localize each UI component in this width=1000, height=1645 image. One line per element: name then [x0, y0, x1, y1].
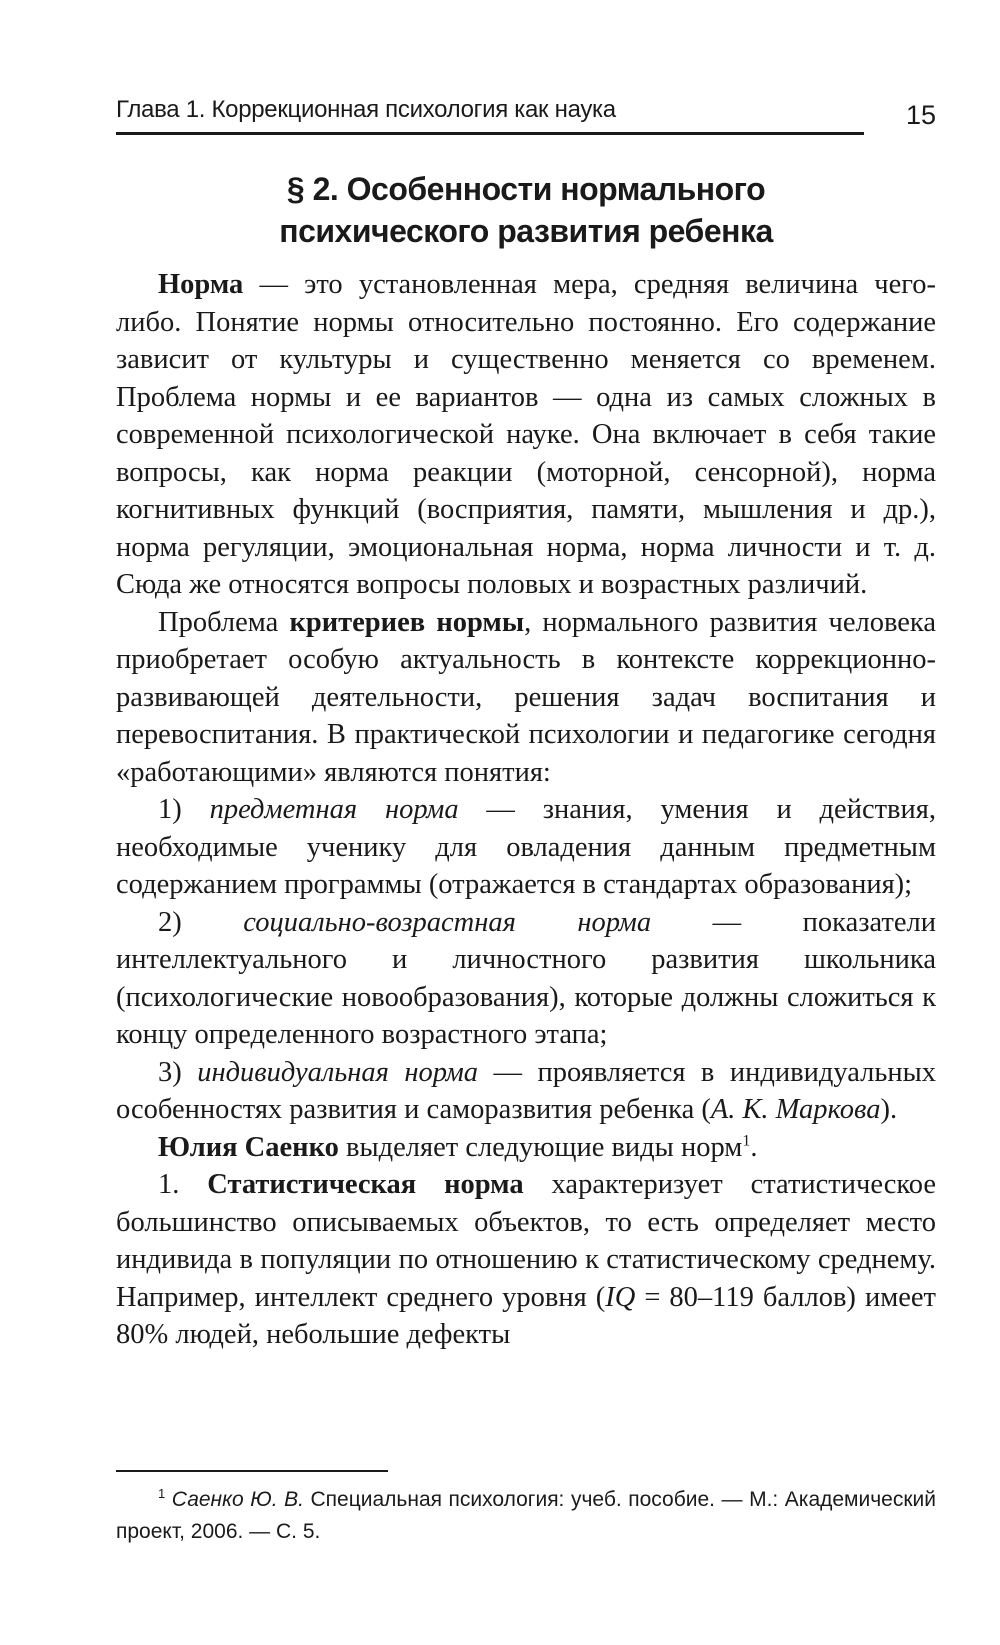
author-name: Юлия Саенко [158, 1131, 339, 1163]
section-title [116, 168, 936, 252]
paragraph-saenko [116, 1129, 936, 1167]
list-item-text: — знания, умения и действия, необходимые ученику для овладения данным предметным содержанием программы (отражается в стандартах образования); [116, 794, 936, 900]
footnote [116, 1484, 936, 1548]
iq-abbreviation: IQ [605, 1281, 636, 1313]
paragraph-text: Проблема [158, 606, 290, 638]
section-title-line-2: психического развития ребенка [279, 213, 773, 249]
paragraph-text: , нормального развития человека приобретает особую актуальность в контексте коррекционно-развивающей деятельности, решения задач воспитания и перевоспитания. В практической психологии и педагогике сегодня «работающими» являются понятия: [116, 606, 936, 788]
term-norma: Норма [158, 269, 244, 300]
term-statistical-norm: Статистическая норма [207, 1169, 524, 1200]
footnote-source: Специальная психология: учеб. пособие. — М.: Академический проект, 2006. — С. 5. [116, 1488, 936, 1543]
footnote-mark: 1 [158, 1486, 166, 1501]
paragraph-end: . [750, 1131, 758, 1163]
paragraph-statistical-norm [116, 1166, 936, 1354]
list-item-text: — показатели интеллектуального и личностного развития школьника (психологические новообразования), которые должны сложиться к концу определенного возрастного этапа; [116, 906, 936, 1050]
header-rule [116, 132, 864, 135]
list-number: 3) [158, 1056, 198, 1088]
paragraph-norm-criteria [116, 604, 936, 792]
chapter-title: Глава 1. Коррекционная психология как наука [116, 96, 616, 123]
section-title-line-1: § 2. Особенности нормального [286, 171, 766, 207]
citation-author: А. К. Маркова [710, 1094, 881, 1125]
term-social-age-norm: социально-возрастная норма [243, 906, 652, 938]
footnote-author: Саенко Ю. В. [171, 1488, 304, 1511]
term-subject-norm: предметная норма [209, 794, 459, 825]
footnote-rule [116, 1470, 388, 1472]
list-item-text: — проявляется в индивидуальных особенностях развития и саморазвития ребенка ( [116, 1056, 936, 1125]
paragraph-text: характеризует статистическое большинство описываемых объектов, то есть определяет место индивида в популяции по отношению к статистическому среднему. Например, интеллект среднего уровня ( [116, 1169, 936, 1313]
running-header [116, 92, 936, 132]
list-number: 1. [158, 1169, 208, 1200]
footnote-text [116, 1484, 936, 1548]
list-number: 2) [158, 906, 244, 938]
list-item-individual-norm [116, 1054, 936, 1129]
page-number: 15 [905, 100, 936, 130]
list-number: 1) [158, 794, 210, 825]
list-item-social-age-norm [116, 904, 936, 1054]
term-individual-norm: индивидуальная норма [197, 1056, 479, 1088]
body-text [116, 266, 936, 1354]
term-criteria: критериев нормы [289, 606, 525, 638]
paragraph-text: — это установленная мера, средняя величина чего-либо. Понятие нормы относительно постоянно. Его содержание зависит от культуры и существенно меняется со временем. Проблема нормы и ее вариантов — одна из самых сложных в современной психологической науке. Она включает в себя такие вопросы, как норма реакции (моторной, сенсорной), норма когнитивных функций (восприятия, памяти, мышления и др.), норма регуляции, эмоциональная норма, норма личности и т. д. Сюда же относятся вопросы половых и возрастных различий. [116, 269, 936, 600]
paragraph-text: = 80–119 баллов) имеет 80% людей, небольшие дефекты [116, 1281, 936, 1350]
list-item-subject-norm [116, 791, 936, 904]
paragraph-text: выделяет следующие виды норм [338, 1131, 743, 1163]
paragraph-norm-definition [116, 266, 936, 604]
list-item-end: ). [880, 1094, 898, 1125]
footnote-reference: 1 [742, 1132, 751, 1149]
